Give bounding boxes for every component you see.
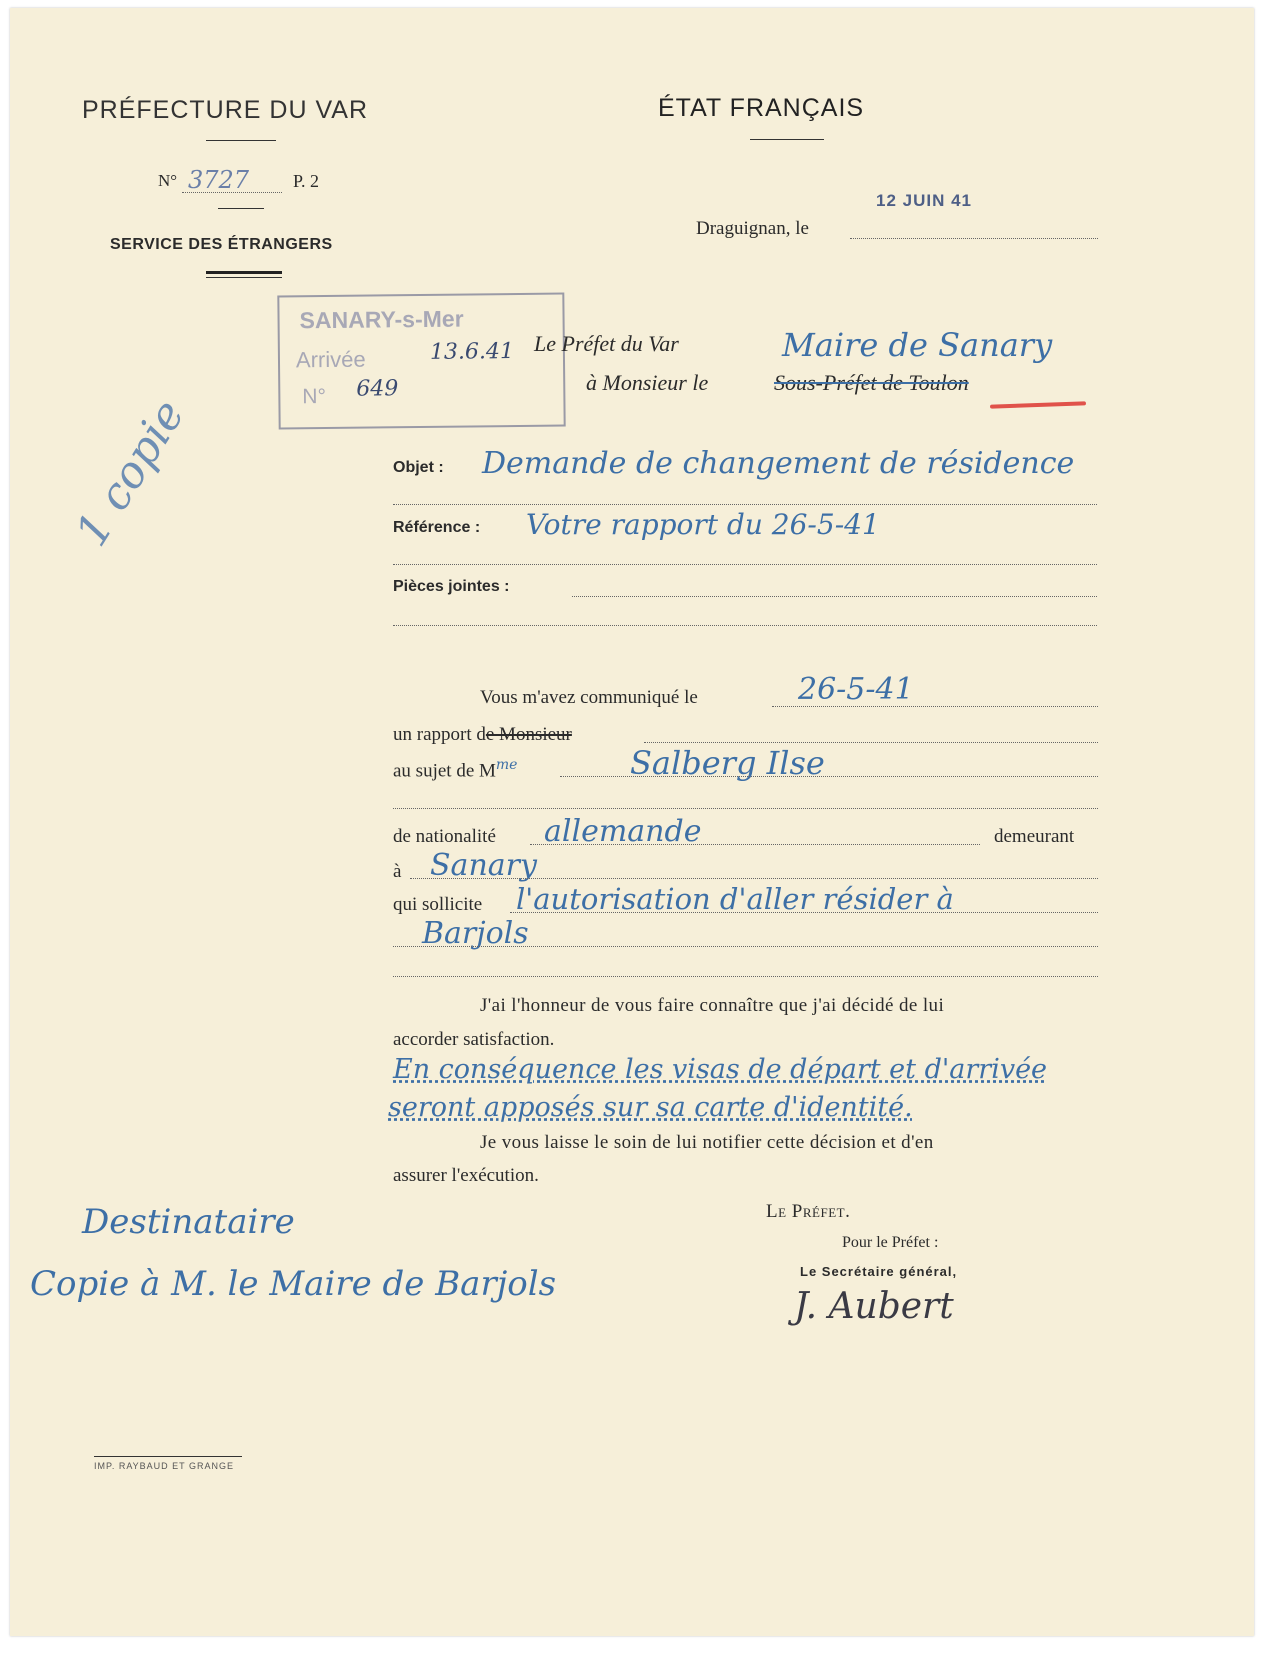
sujet-label — [393, 757, 517, 782]
signature-title: Le Préfet. — [766, 1201, 851, 1222]
sollicite-dots — [510, 912, 1098, 913]
communique-dots — [772, 706, 1098, 707]
a-label: à — [393, 861, 402, 882]
sujet-label-text: au sujet de M — [393, 760, 496, 782]
objet-label: Objet : — [393, 459, 444, 476]
objet-dots-1 — [393, 504, 1097, 505]
sujet-sup: me — [495, 757, 518, 773]
sollicite-dots-2 — [393, 946, 1098, 947]
arrival-stamp-arrivee: Arrivée — [295, 346, 366, 373]
header-rule-left — [206, 140, 276, 141]
a-dots — [410, 878, 1098, 879]
paragraph-1-line-1: J'ai l'honneur de vous faire connaître que j'ai décidé de lui — [480, 995, 945, 1016]
nationalite-value: allemande — [544, 814, 702, 849]
document-sheet — [10, 8, 1254, 1636]
sollicite-value: l'autorisation d'aller résider à — [516, 882, 954, 916]
address-to-handwritten: Maire de Sanary — [782, 326, 1053, 364]
paragraph-1-line-2: accorder satisfaction. — [393, 1029, 555, 1050]
red-pencil-mark — [990, 401, 1086, 408]
sujet-dots — [560, 776, 1098, 777]
reference-label: Référence : — [393, 519, 481, 536]
nationalite-dots — [530, 844, 980, 845]
printer-name: IMP. RAYBAUD ET GRANGE — [94, 1461, 235, 1471]
reference-value: Votre rapport du 26-5-41 — [526, 508, 880, 541]
service-rule-thick — [206, 271, 282, 274]
place-date-dots — [850, 238, 1098, 239]
objet-value: Demande de changement de résidence — [482, 446, 1075, 481]
address-to-struck: Sous-Préfet de Toulon — [774, 370, 969, 395]
header-rule-left-2 — [218, 208, 264, 209]
etat-title: ÉTAT FRANÇAIS — [658, 94, 865, 122]
arrival-stamp-number: 649 — [356, 376, 399, 402]
place-date-label: Draguignan, le — [696, 218, 809, 239]
paragraph-2-line-2: assurer l'exécution. — [393, 1165, 539, 1186]
pieces-dots-1 — [572, 596, 1097, 597]
arrival-stamp — [277, 293, 565, 430]
sollicite-value-2: Barjols — [422, 916, 529, 951]
signature-handwritten: J. Aubert — [794, 1286, 954, 1327]
reference-dots — [393, 564, 1097, 565]
sollicite-dots-3 — [393, 976, 1098, 977]
margin-note-copie: 1 copie — [66, 391, 195, 556]
arrival-stamp-no-label: N° — [302, 385, 327, 409]
page-number: P. 2 — [293, 171, 320, 191]
sollicite-label: qui sollicite — [393, 894, 483, 915]
handwritten-consequence-1: En conséquence les visas de départ et d'arrivée — [393, 1054, 1048, 1085]
destinataire-title: Destinataire — [82, 1202, 295, 1242]
service-rule-thin — [206, 277, 282, 278]
destinataire-copy: Copie à M. le Maire de Barjols — [30, 1264, 557, 1304]
address-from: Le Préfet du Var — [534, 331, 679, 356]
paragraph-2-line-1: Je vous laisse le soin de lui notifier cette décision et d'en — [480, 1132, 934, 1153]
arrival-stamp-town: SANARY-s-Mer — [299, 305, 464, 334]
etat-rule — [750, 139, 824, 140]
nationalite-label: de nationalité — [393, 826, 496, 847]
rapport-label-struck: e Monsieur — [485, 724, 572, 745]
sujet-dots-2 — [393, 808, 1098, 809]
rapport-dots — [644, 742, 1098, 743]
rapport-label-text: un rapport d — [393, 724, 486, 745]
a-value: Sanary — [430, 848, 537, 883]
printer-rule — [94, 1456, 242, 1457]
sujet-value: Salberg Ilse — [630, 744, 825, 782]
signature-pour: Pour le Préfet : — [842, 1234, 939, 1251]
rapport-label — [393, 724, 572, 746]
number-label: N° — [158, 171, 178, 190]
service-title: SERVICE DES ÉTRANGERS — [110, 236, 333, 253]
communique-date: 26-5-41 — [798, 672, 914, 707]
address-to-label: à Monsieur le — [586, 370, 709, 395]
arrival-stamp-date: 13.6.41 — [429, 339, 515, 365]
signature-secretaire: Le Secrétaire général, — [800, 1264, 958, 1279]
demeurant-label: demeurant — [994, 826, 1075, 847]
pieces-dots-2 — [393, 625, 1097, 626]
date-stamp: 12 JUIN 41 — [876, 191, 972, 210]
pieces-label: Pièces jointes : — [393, 578, 510, 595]
handwritten-consequence-2: seront apposés sur sa carte d'identité. — [388, 1092, 913, 1123]
prefecture-title: PRÉFECTURE DU VAR — [82, 96, 369, 124]
communique-label: Vous m'avez communiqué le — [480, 687, 698, 708]
number-value: 3727 — [188, 166, 250, 194]
